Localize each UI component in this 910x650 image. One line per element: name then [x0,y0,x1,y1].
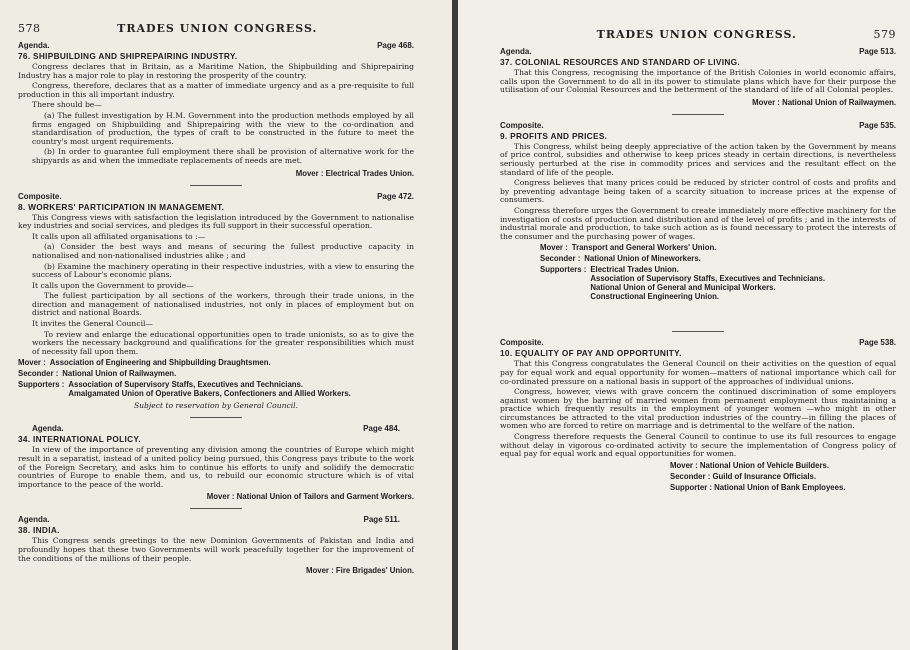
res-para: Congress therefore urges the Government to create immediately more effective machinery for the investigation of costs of production and distribution and of the level of profits ; and in the interests of industrial morale and production, to take such action as is found necessary to protect the interests of the consumer and the purchasing power of wages. [500,205,896,241]
resolution-8 [18,192,414,411]
res-para: Congress, therefore, declares that as a matter of immediate urgency and as a pre-requisite to full production in this all important industry. [18,81,414,99]
res-page: Page 538. [859,338,896,348]
res-para: To review and enlarge the educational opportunities open to trade unionists, so as to give the workers the necessary background and qualifications for the greater responsibilities which must of necessity fall upon them. [32,329,414,356]
res-mover: Mover : National Union of Railwaymen. [752,97,896,107]
res-seconder: Seconder : National Union of Railwaymen. [18,369,177,379]
divider [190,185,242,186]
res-mover: Mover : Association of Engineering and Shipbuilding Draughtsmen. [18,358,271,368]
res-mover: Mover : Fire Brigades' Union. [306,566,414,576]
res-kind: Composite. [18,191,62,201]
res-para: This Congress sends greetings to the new Dominion Governments of Pakistan and India and profoundly hopes that these two Governments will work peacefully together for the improvement of the conditions of the millions of their people. [18,536,414,563]
res-supporters: Supporters : Electrical Trades Union. Association of Supervisory Staffs, Executives and Technicians. National Union of General and Municipal Workers. Constructional Engineering Union. [540,265,826,302]
res-title: 76. SHIPBUILDING AND SHIPREPAIRING INDUSTRY. [18,51,238,61]
res-kind: Agenda. [32,424,64,434]
res-para: Congress believes that many prices could be reduced by stricter control of costs and profits and by preventing advantage being taken of a scarcity situation to increase prices at the expense of consumers. [500,178,896,205]
resolution-76 [18,41,414,178]
res-para: Congress therefore requests the General Council to continue to use its full resources to engage without delay in vigorous co-ordinated activity to secure the implementation of Congress policy of equal pay for equal work and equal opportunities for women. [500,432,896,459]
res-para: The fullest participation by all sections of the workers, through their trade unions, in the direction and management of nationalised industries, not only in places of employment but on district and national Boards. [32,291,414,318]
resolution-37 [500,47,896,107]
res-mover: Mover : Transport and General Workers' Union. [540,243,717,253]
resolution-10 [500,338,896,492]
divider [672,114,724,115]
left-running-head [18,22,414,35]
right-running-title: TRADES UNION CONGRESS. [596,28,797,41]
res-seconder: Seconder : National Union of Mineworkers. [540,254,701,264]
res-page: Page 484. [363,424,400,434]
divider [190,417,242,418]
res-title: 10. EQUALITY OF PAY AND OPPORTUNITY. [500,348,682,359]
resolution-34 [18,424,414,501]
left-page [0,0,452,650]
res-page: Page 511. [363,515,400,525]
res-title: 9. PROFITS AND PRICES. [500,130,608,141]
res-para: Congress declares that in Britain, as a Maritime Nation, the Shipbuilding and Shiprepairing Industry has a major role to play in restoring the prosperity of the country. [18,62,414,80]
res-title: 34. INTERNATIONAL POLICY. [18,434,141,445]
res-mover: Mover : Electrical Trades Union. [295,168,414,178]
res-page: Page 535. [859,120,896,130]
res-para: That this Congress, recognising the importance of the British Colonies in world economic affairs, calls upon the Government to do all in its power to stimulate plans which have for their purpose the utilisation of our Colonial Resources and the betterment of the standard of life of all Colonial peoples. [500,68,896,95]
res-title: 38. INDIA. [18,525,60,536]
res-para: This Congress, whilst being deeply appreciative of the action taken by the Government by means of price control, subsidies and otherwise to keep prices steady in certain directions, is nevertheless seriously perturbed at the rise in commodity prices and services and the resultant effect on the standard of life of the people. [500,141,896,177]
right-running-head [500,28,896,41]
left-page-number: 578 [18,22,41,35]
res-kind: Agenda. [18,41,50,50]
res-para: This Congress views with satisfaction the legislation introduced by the Government to nationalise key industries and social services, and pledges its full support in their successful operation. [18,212,414,231]
resolution-38 [18,515,414,575]
res-para: (b) In order to guarantee full employment there shall be provision of alternative work for the shipyards as and when the immediate replacements of needs are met. [32,147,414,165]
res-title: 8. WORKERS' PARTICIPATION IN MANAGEMENT. [18,201,225,212]
res-kind: Agenda. [18,515,50,525]
res-page: Page 472. [377,191,414,201]
res-kind: Agenda. [500,47,532,56]
res-para: It calls upon all affiliated organisations to :— [32,231,206,241]
res-supporter: Supporter : National Union of Bank Employees. [670,482,846,492]
res-kind: Composite. [500,120,544,130]
res-seconder: Seconder : Guild of Insurance Officials. [670,471,817,481]
left-running-title: TRADES UNION CONGRESS. [117,22,318,35]
res-para: (a) The fullest investigation by H.M. Government into the production methods employed by all firms engaged on Shipbuilding and Shiprepairing with the view to the co-ordination and standardisation of production, the types of craft to be constructed in the future to meet the country's most urgent requirements. [32,110,414,146]
res-mover: Mover : National Union of Tailors and Garment Workers. [206,492,414,502]
res-para: There should be— [32,100,102,110]
res-para: (a) Consider the best ways and means of securing the fullest productive capacity in nationalised and non-nationalised industries alike ; and [32,242,414,260]
right-page [458,0,910,650]
res-note: Subject to reservation by General Council. [133,401,299,411]
right-page-number: 579 [873,28,896,41]
res-page: Page 468. [377,41,414,50]
res-supporters: Supporters : Association of Supervisory Staffs, Executives and Technicians. Amalgamated Union of Operative Bakers, Confectioners and Allied Workers. [18,380,351,399]
res-kind: Composite. [500,338,544,348]
res-para: It calls upon the Government to provide— [32,280,194,290]
res-para: It invites the General Council— [32,319,154,329]
res-title: 37. COLONIAL RESOURCES AND STANDARD OF LIVING. [500,57,740,67]
res-para: (b) Examine the machinery operating in their respective industries, with a view to ensuring the success of Labour's economic plans. [32,261,414,280]
res-para: Congress, however, views with grave concern the continued discrimination of some employers against women by the barring of married women from permanent employment thus maintaining a practice which frequently results in the employment of younger women —who might in other circumstances be attracted to the vital production industries of the country—in filling the places of women who are forced to retire on marriage and is detrimental to the welfare of the nation. [500,387,896,431]
divider [190,508,242,509]
divider [672,331,724,332]
res-page: Page 513. [859,47,896,56]
res-para: That this Congress congratulates the General Council on their activities on the question of equal pay for equal work and equal opportunity for women—matters of national importance which call for co-ordinated pressure on a national basis in support of the approaches of individual unions. [500,359,896,386]
res-mover: Mover : National Union of Vehicle Builders. [670,460,829,470]
resolution-9 [500,121,896,302]
res-para: In view of the importance of preventing any division among the countries of Europe which might result in a separatist, instead of a united policy being pursued, this Congress pays tribute to the work of the Foreign Secretary, and asks him to continue his efforts to unify and solidify the democratic countries of Europe to enable them, and us, to rebuild our economic structure which is of vital importance to the peace of the world. [18,445,414,489]
